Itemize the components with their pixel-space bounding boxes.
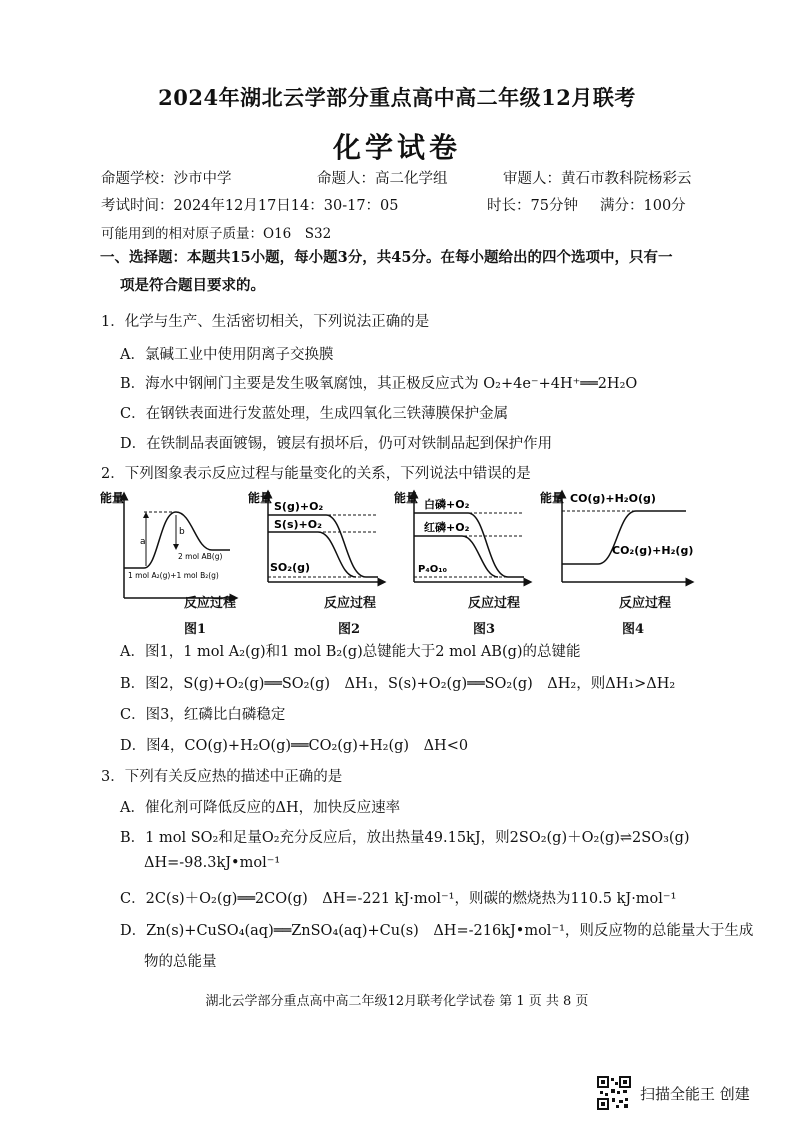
qr-code-icon: [597, 1076, 631, 1110]
q2-option-c: C．图3，红磷比白磷稳定: [120, 707, 286, 723]
q1-option-c: C．在钢铁表面进行发蓝处理，生成四氧化三铁薄膜保护金属: [120, 406, 509, 422]
fig3-label-3: P₄O₁₀: [418, 564, 447, 575]
subject-title: 化学试卷: [332, 131, 461, 164]
fig1-reactant-label: 1 mol A₂(g)+1 mol B₂(g): [128, 571, 219, 580]
fig1-x-axis-label: 反应过程: [184, 596, 237, 611]
q3-option-c: C．2C(s)＋O₂(g)══2CO(g) ΔH=-221 kJ·mol⁻¹，则碳的燃烧热为110.5 kJ·mol⁻¹: [120, 891, 677, 907]
fig1-product-label: 2 mol AB(g): [178, 552, 223, 561]
q2-option-b: B．图2，S(g)+O₂(g)══SO₂(g) ΔH₁，S(s)+O₂(g)══SO₂(g) ΔH₂，则ΔH₁>ΔH₂: [120, 676, 676, 692]
fig4-label-2: CO₂(g)+H₂(g): [612, 544, 694, 557]
section-line-2: 项是符合题目要求的。: [120, 277, 265, 294]
atomic-mass-note: 可能用到的相对原子质量：O16 S32: [101, 226, 332, 242]
q2-stem: 2．下列图象表示反应过程与能量变化的关系，下列说法中错误的是: [101, 466, 531, 482]
fig3-label-2: 红磷+O₂: [424, 521, 470, 534]
fig4-x-axis-label: 反应过程: [619, 596, 672, 611]
fig2-caption: 图2: [338, 622, 361, 637]
fig1-y-axis-label: 能量: [100, 491, 125, 505]
fig2-label-3: SO₂(g): [270, 561, 311, 574]
section-heading: [100, 244, 700, 300]
fig1-label-a: a: [140, 537, 146, 547]
scanner-watermark: 扫描全能王 创建: [640, 1085, 750, 1103]
fig3-y-axis-label: 能量: [394, 491, 419, 505]
exam-duration: 时长：75分钟: [487, 198, 578, 214]
fig1-caption: 图1: [184, 622, 207, 637]
fig2-label-1: S(g)+O₂: [274, 500, 324, 513]
q3-option-d: D．Zn(s)+CuSO₄(aq)══ZnSO₄(aq)+Cu(s) ΔH=-216kJ•mol⁻¹，则反应物的总能量大于生成: [120, 923, 754, 939]
q1-stem: 1．化学与生产、生活密切相关，下列说法正确的是: [101, 314, 430, 330]
fig3-caption: 图3: [473, 622, 496, 637]
page-footer: 湖北云学部分重点高中高二年级12月联考化学试卷 第 1 页 共 8 页: [205, 994, 589, 1009]
q1-option-b: B．海水中钢闸门主要是发生吸氧腐蚀，其正极反应式为 O₂+4e⁻+4H⁺══2H₂O: [120, 376, 638, 392]
exam-time: 考试时间：2024年12月17日14：30-17：05: [101, 198, 399, 214]
q3-option-b: B．1 mol SO₂和足量O₂充分反应后，放出热量49.15kJ，则2SO₂(g)＋O₂(g)⇌2SO₃(g): [120, 830, 690, 846]
exam-title: 2024年湖北云学部分重点高中高二年级12月联考: [158, 85, 636, 110]
fig2-label-2: S(s)+O₂: [274, 518, 322, 531]
fig1-label-b: b: [179, 527, 185, 537]
reviewer: 审题人：黄石市教科院杨彩云: [503, 171, 692, 187]
fig3-x-axis-label: 反应过程: [468, 596, 521, 611]
q3-option-b-cont: ΔH=-98.3kJ•mol⁻¹: [144, 855, 281, 871]
fig2-x-axis-label: 反应过程: [324, 596, 377, 611]
fig4-caption: 图4: [622, 622, 645, 637]
q1-option-d: D．在铁制品表面镀锡，镀层有损坏后，仍可对铁制品起到保护作用: [120, 436, 553, 452]
q2-option-a: A．图1，1 mol A₂(g)和1 mol B₂(g)总键能大于2 mol AB(g)的总键能: [120, 644, 581, 660]
q3-option-d-cont: 物的总能量: [144, 954, 217, 970]
setter-author: 命题人：高二化学组: [317, 171, 448, 187]
section-line-1: 一、选择题：本题共15小题，每小题3分，共45分。在每小题给出的四个选项中，只有一: [100, 249, 673, 266]
fig4-label-1: CO(g)+H₂O(g): [570, 492, 656, 505]
fig2-y-axis-label: 能量: [248, 491, 273, 505]
fig4-y-axis-label: 能量: [540, 491, 565, 505]
fig3-label-1: 白磷+O₂: [424, 498, 470, 511]
q3-option-a: A．催化剂可降低反应的ΔH，加快反应速率: [120, 800, 401, 816]
full-score: 满分：100分: [600, 198, 686, 214]
q2-option-d: D．图4，CO(g)+H₂O(g)══CO₂(g)+H₂(g) ΔH<0: [120, 738, 469, 754]
q1-option-a: A．氯碱工业中使用阴离子交换膜: [120, 347, 334, 363]
q3-stem: 3．下列有关反应热的描述中正确的是: [101, 769, 343, 785]
setter-school: 命题学校：沙市中学: [101, 171, 232, 187]
